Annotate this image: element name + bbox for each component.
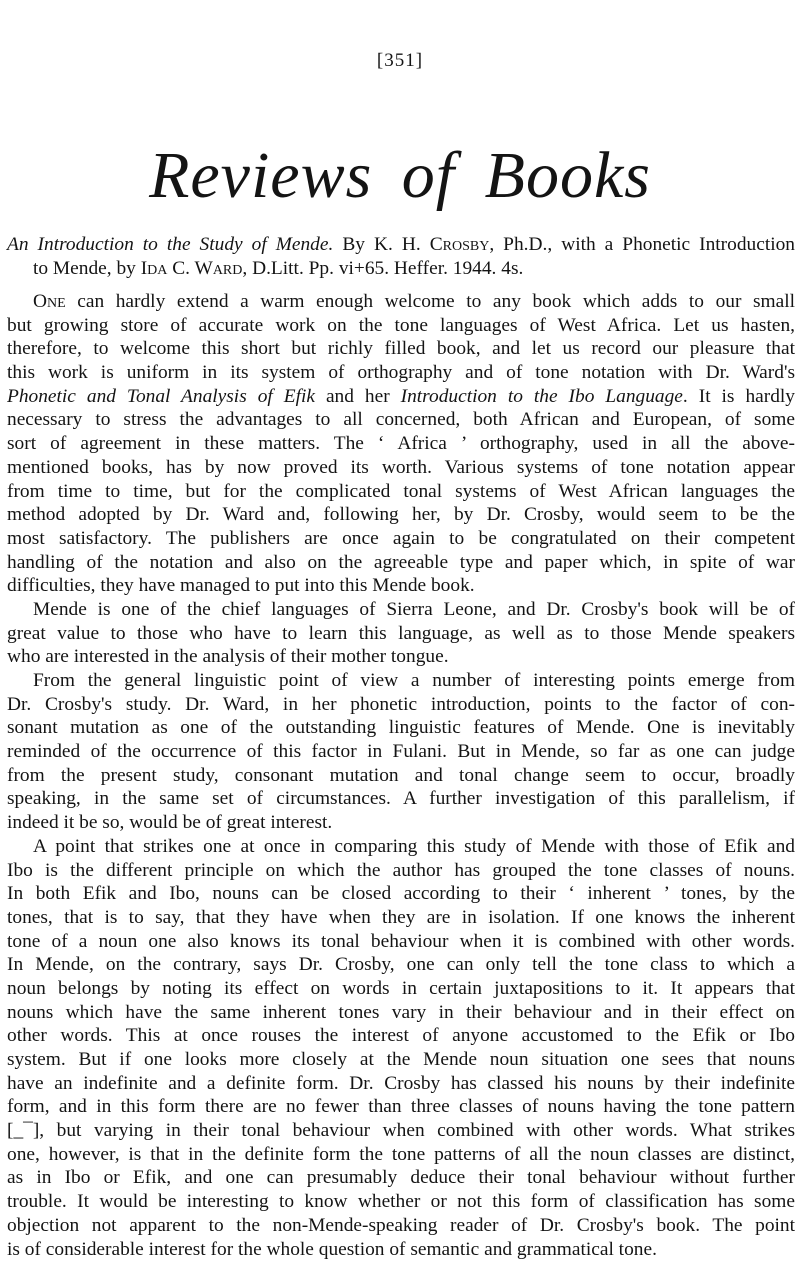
- paragraph-1-line: [7, 290, 795, 314]
- paragraph-1-line: but growing store of accurate work on the tone languages of West Africa. Let us hasten,: [7, 314, 795, 338]
- citation-by: By K. H.: [333, 234, 429, 255]
- paragraph-4-line: objection not apparent to the non-Mende-speaking reader of Dr. Crosby's book. The point: [7, 1214, 795, 1238]
- page-number: [351]: [0, 50, 800, 72]
- paragraph-1-line: from time to time, but for the complicated tonal systems of West African languages the: [7, 480, 795, 504]
- citation-line-1: [7, 233, 795, 257]
- line-text: . It is hardly: [683, 386, 795, 407]
- review-body: [7, 290, 795, 1261]
- citation-line2-prefix: to Mende, by: [33, 258, 141, 279]
- citation-line-2: [7, 257, 795, 281]
- paragraph-3-line: indeed it be so, would be of great interest.: [7, 811, 795, 835]
- paragraph-4-line: trouble. It would be interesting to know whether or not this form of classification has some: [7, 1190, 795, 1214]
- book-title: An Introduction to the Study of Mende.: [7, 234, 333, 255]
- paragraph-3-line: Dr. Crosby's study. Dr. Ward, in her phonetic introduction, points to the factor of con-: [7, 693, 795, 717]
- paragraph-1-line: sort of agreement in these matters. The ‘ Africa ’ orthography, used in all the above-: [7, 432, 795, 456]
- line-text: can hardly extend a warm enough welcome to any book which adds to our small: [66, 291, 795, 312]
- paragraph-2-line: who are interested in the analysis of their mother tongue.: [7, 645, 795, 669]
- paragraph-1-smallcaps-start: One: [33, 291, 66, 312]
- paragraph-1-line: mentioned books, has by now proved its worth. Various systems of tone notation appear: [7, 456, 795, 480]
- paragraph-3-line: From the general linguistic point of view a number of interesting points emerge from: [7, 669, 795, 693]
- paragraph-3-line: from the present study, consonant mutation and tonal change seem to occur, broadly: [7, 764, 795, 788]
- paragraph-3-line: sonant mutation as one of the outstanding linguistic features of Mende. One is inevitably: [7, 716, 795, 740]
- paragraph-4-line: [_¯], but varying in their tonal behaviour when combined with other words. What strikes: [7, 1119, 795, 1143]
- paragraph-4-line: as in Ibo or Efik, and one can presumably deduce their tonal behaviour without further: [7, 1166, 795, 1190]
- paragraph-4-line: one, however, is that in the definite form the tone patterns of all the noun classes are distinct,: [7, 1143, 795, 1167]
- paragraph-1-line: method adopted by Dr. Ward and, following her, by Dr. Crosby, would seem to be the: [7, 503, 795, 527]
- paragraph-4-line: is of considerable interest for the whole question of semantic and grammatical tone.: [7, 1238, 795, 1261]
- paragraph-4-line: have an indefinite and a definite form. Dr. Crosby has classed his nouns by their indefinite: [7, 1072, 795, 1096]
- paragraph-4-line: form, and in this form there are no fewer than three classes of nouns having the tone pattern: [7, 1095, 795, 1119]
- paragraph-4-line: A point that strikes one at once in comparing this study of Mende with those of Efik and: [7, 835, 795, 859]
- citation-author-suffix: , Ph.D., with a Phonetic Introduction: [489, 234, 795, 255]
- paragraph-4-line: In Mende, on the contrary, says Dr. Crosby, one can only tell the tone class to which a: [7, 953, 795, 977]
- cited-work-ibo: Introduction to the Ibo Language: [401, 386, 683, 407]
- paragraph-1-line: [7, 385, 795, 409]
- paragraph-1-line: necessary to stress the advantages to all concerned, both African and European, of some: [7, 408, 795, 432]
- cited-work-efik: Phonetic and Tonal Analysis of Efik: [7, 386, 315, 407]
- book-citation: [7, 233, 795, 281]
- paragraph-3-line: speaking, in the same set of circumstances. A further investigation of this parallelism, if: [7, 787, 795, 811]
- paragraph-4-line: tones, that is to say, that they have when they are in isolation. If one knows the inherent: [7, 906, 795, 930]
- citation-line2-suffix: , D.Litt. Pp. vi+65. Heffer. 1944. 4s.: [242, 258, 523, 279]
- paragraph-1-line: difficulties, they have managed to put into this Mende book.: [7, 574, 795, 598]
- paragraph-4-line: noun belongs by noting its effect on words in certain juxtapositions to it. It appears that: [7, 977, 795, 1001]
- paragraph-4-line: system. But if one looks more closely at the Mende noun situation one sees that nouns: [7, 1048, 795, 1072]
- paragraph-4-line: other words. This at once rouses the interest of anyone accustomed to the Efik or Ibo: [7, 1024, 795, 1048]
- intro-author: Ida C. Ward: [141, 258, 243, 279]
- paragraph-3-line: reminded of the occurrence of this factor in Fulani. But in Mende, so far as one can judge: [7, 740, 795, 764]
- paragraph-2-line: Mende is one of the chief languages of Sierra Leone, and Dr. Crosby's book will be of: [7, 598, 795, 622]
- paragraph-2-line: great value to those who have to learn this language, as well as to those Mende speakers: [7, 622, 795, 646]
- paragraph-4-line: tone of a noun one also knows its tonal behaviour when it is combined with other words.: [7, 930, 795, 954]
- section-title: Reviews of Books: [0, 138, 800, 214]
- book-author: Crosby: [430, 234, 490, 255]
- paragraph-4-line: Ibo is the different principle on which the author has grouped the tone classes of nouns.: [7, 859, 795, 883]
- paragraph-1-line: therefore, to welcome this short but richly filled book, and let us record our pleasure that: [7, 337, 795, 361]
- paragraph-4-line: nouns which have the same inherent tones vary in their behaviour and in their effect on: [7, 1001, 795, 1025]
- paragraph-1-line: this work is uniform in its system of orthography and of tone notation with Dr. Ward's: [7, 361, 795, 385]
- line-text: and her: [315, 386, 401, 407]
- paragraph-1-line: handling of the notation and also on the agreeable type and paper which, in spite of war: [7, 551, 795, 575]
- paragraph-4-line: In both Efik and Ibo, nouns can be closed according to their ‘ inherent ’ tones, by the: [7, 882, 795, 906]
- paragraph-1-line: most satisfactory. The publishers are once again to be congratulated on their competent: [7, 527, 795, 551]
